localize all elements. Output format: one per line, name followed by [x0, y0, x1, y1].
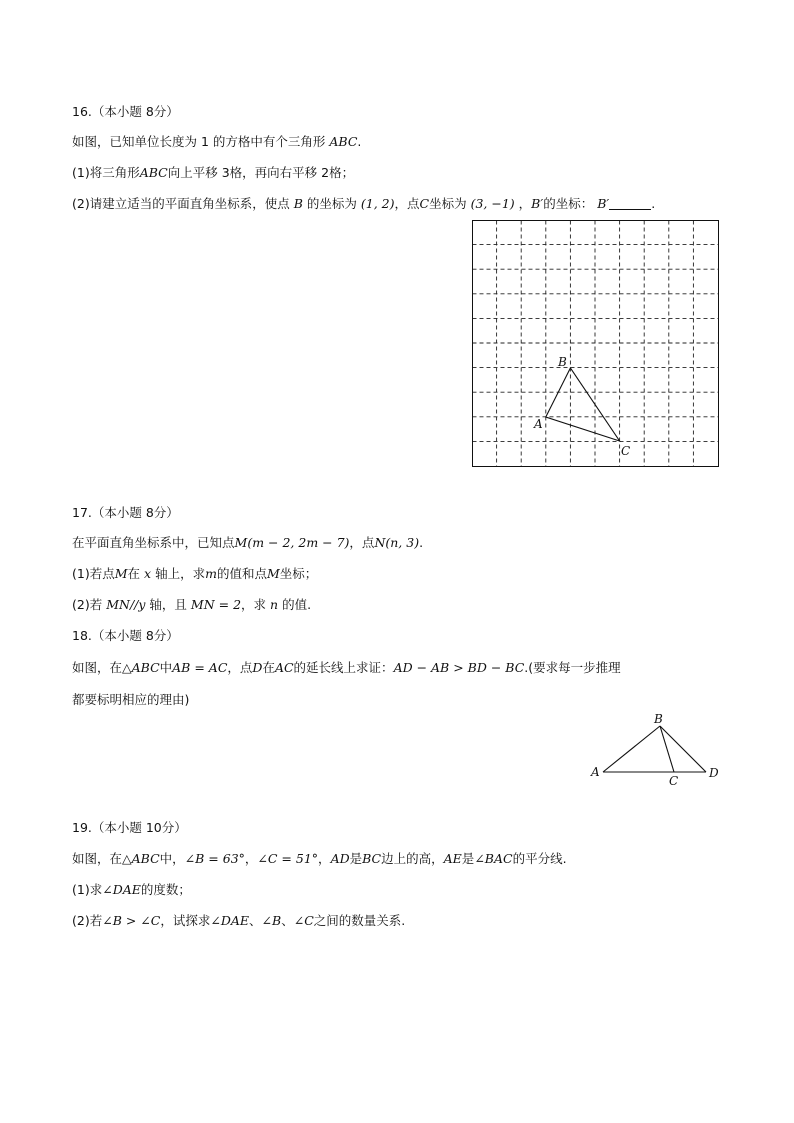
label-c: C [621, 444, 631, 458]
q19-header: 19.（本小题 10分） [72, 820, 187, 835]
label-b: B [654, 712, 663, 726]
q17-part2: (2)若 MN//y 轴，且 MN = 2，求 n 的值. [72, 597, 312, 612]
q19-intro: 如图，在△ABC中，∠B = 63°，∠C = 51°，AD是BC边上的高，AE是∠BAC的平分线. [72, 851, 567, 866]
label-b: B [558, 355, 567, 369]
q18-intro-line2: 都要标明相应的理由) [72, 692, 190, 707]
q16-intro: 如图，已知单位长度为 1 的方格中有个三角形 ABC. [72, 134, 362, 149]
label-a: A [591, 765, 600, 779]
grid-lines [473, 221, 719, 467]
grid-figure [472, 220, 720, 468]
segment-ab [603, 726, 660, 772]
q17-part1: (1)若点M在 x 轴上，求m的值和点M坐标； [72, 566, 318, 581]
q18-header: 18.（本小题 8分） [72, 628, 179, 643]
q17-header: 17.（本小题 8分） [72, 505, 179, 520]
q19-part2: (2)若∠B > ∠C，试探求∠DAE、∠B、∠C之间的数量关系. [72, 913, 406, 928]
q17-intro: 在平面直角坐标系中，已知点M(m − 2, 2m − 7)，点N(n, 3). [72, 535, 424, 550]
label-c: C [669, 774, 679, 788]
label-a: A [534, 417, 543, 431]
triangle-abc [546, 368, 620, 441]
answer-blank [609, 197, 651, 210]
grid-border [473, 221, 719, 467]
triangle-figure-q18 [588, 710, 723, 790]
q16-header: 16.（本小题 8分） [72, 104, 179, 119]
q16-part2: (2)请建立适当的平面直角坐标系，使点 B 的坐标为 (1, 2)，点C坐标为 (3, −1) ，B′的坐标： B′ . [72, 196, 656, 211]
q16-part1: (1)将三角形ABC向上平移 3格，再向右平移 2格； [72, 165, 355, 180]
label-d: D [709, 766, 719, 780]
q19-part1: (1)求∠DAE的度数； [72, 882, 191, 897]
q18-intro: 如图，在△ABC中AB = AC，点D在AC的延长线上求证：AD − AB > BD − BC.(要求每一步推理 [72, 660, 621, 675]
